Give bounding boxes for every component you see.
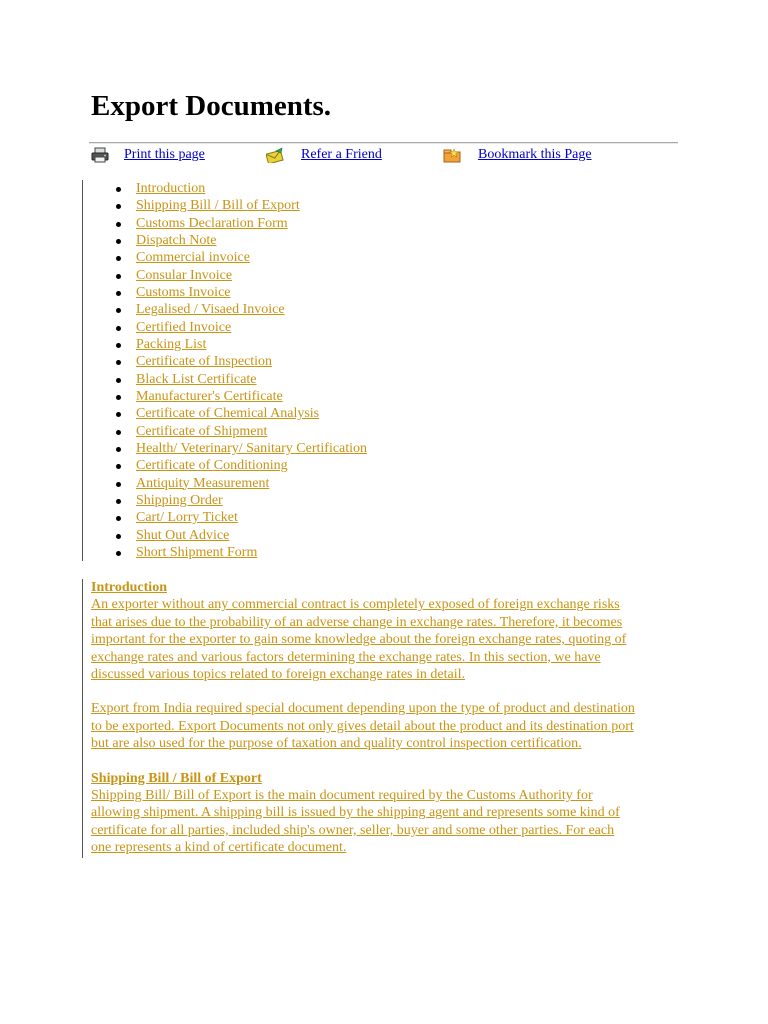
text-line: allowing shipment. A shipping bill is issued by the shipping agent and represents some kind of [91, 805, 620, 821]
refer-link[interactable]: Refer a Friend [301, 147, 382, 162]
toc-item[interactable] [136, 492, 367, 509]
content-border [82, 579, 83, 858]
text-line: An exporter without any commercial contract is completely exposed of foreign exchange risks [91, 597, 620, 613]
text-line: discussed various topics related to foreign exchange rates in detail. [91, 667, 465, 683]
toc-link-certificate-shipment[interactable]: Certificate of Shipment [136, 423, 268, 439]
toc-link-customs-invoice[interactable]: Customs Invoice [136, 284, 231, 300]
shipping-heading-link[interactable]: Shipping Bill / Bill of Export [91, 770, 262, 786]
toc-item[interactable] [136, 301, 367, 318]
toc-item[interactable] [136, 267, 367, 284]
toc-link-certified-invoice[interactable]: Certified Invoice [136, 319, 232, 335]
text-line: exchange rates and various factors determining the exchange rates. In this section, we have [91, 649, 601, 665]
toc-link-short-shipment[interactable]: Short Shipment Form [136, 544, 258, 560]
toc-item[interactable] [136, 336, 367, 353]
export-paragraph-link[interactable] [91, 700, 691, 752]
intro-paragraph-link[interactable] [91, 596, 691, 683]
bookmark-icon[interactable] [443, 147, 461, 163]
text-line: important for the exporter to gain some knowledge about the foreign exchange rates, quoting of [91, 632, 627, 648]
toc-link-antiquity-measurement[interactable]: Antiquity Measurement [136, 475, 270, 491]
toc-item[interactable] [136, 475, 367, 492]
text-line: that arises due to the probability of an adverse change in exchange rates. Therefore, it becomes [91, 614, 623, 630]
toc-item[interactable] [136, 284, 367, 301]
toc-link-chemical-analysis[interactable]: Certificate of Chemical Analysis [136, 406, 320, 422]
toc-link-health-certification[interactable]: Health/ Veterinary/ Sanitary Certification [136, 440, 368, 456]
toc-item[interactable] [136, 405, 367, 422]
toc-link-manufacturers-certificate[interactable]: Manufacturer's Certificate [136, 388, 283, 404]
toc-link-certificate-conditioning[interactable]: Certificate of Conditioning [136, 458, 288, 474]
text-line: Shipping Bill/ Bill of Export is the main document required by the Customs Authority for [91, 788, 593, 804]
toc-link-black-list[interactable]: Black List Certificate [136, 371, 257, 387]
envelope-icon[interactable] [266, 147, 284, 163]
printer-icon[interactable] [91, 147, 109, 163]
toc-item[interactable] [136, 457, 367, 474]
toc-link-packing-list[interactable]: Packing List [136, 336, 207, 352]
toc-item[interactable] [136, 353, 367, 370]
shipping-paragraph-link[interactable] [91, 787, 691, 857]
page-title: Export Documents. [91, 90, 332, 122]
toc-item[interactable] [136, 180, 367, 197]
toc-link-dispatch-note[interactable]: Dispatch Note [136, 232, 217, 248]
bookmark-link[interactable]: Bookmark this Page [478, 147, 592, 162]
toc-item[interactable] [136, 197, 367, 214]
toc-item[interactable] [136, 509, 367, 526]
toc-item[interactable] [136, 527, 367, 544]
print-tool[interactable] [91, 144, 205, 166]
content-area [91, 579, 691, 857]
page-toolbar [91, 144, 681, 166]
table-of-contents [136, 180, 367, 561]
toc-item[interactable] [136, 423, 367, 440]
text-line: Export from India required special document depending upon the type of product and destination [91, 701, 635, 717]
text-line: certificate for all parties, included ship's owner, seller, buyer and some other parties. For each [91, 822, 615, 838]
toc-item[interactable] [136, 440, 367, 457]
text-line: to be exported. Export Documents not only gives detail about the product and its destination port [91, 718, 634, 734]
toc-link-shipping-order[interactable]: Shipping Order [136, 492, 223, 508]
print-link[interactable]: Print this page [124, 147, 205, 162]
toc-link-legalised-invoice[interactable]: Legalised / Visaed Invoice [136, 302, 285, 318]
toc-link-certificate-inspection[interactable]: Certificate of Inspection [136, 354, 273, 370]
toc-link-consular-invoice[interactable]: Consular Invoice [136, 267, 233, 283]
toc-link-introduction[interactable]: Introduction [136, 181, 206, 196]
toc-item[interactable] [136, 249, 367, 266]
paragraph-gap [91, 753, 691, 770]
toc-link-lorry-ticket[interactable]: Cart/ Lorry Ticket [136, 510, 238, 526]
toc-item[interactable] [136, 371, 367, 388]
text-line: one represents a kind of certificate document. [91, 840, 347, 856]
toc-item[interactable] [136, 319, 367, 336]
toc-link-shipping-bill[interactable]: Shipping Bill / Bill of Export [136, 198, 300, 214]
toc-item[interactable] [136, 232, 367, 249]
text-line: but are also used for the purpose of taxation and quality control inspection certification. [91, 736, 582, 752]
toc-item[interactable] [136, 388, 367, 405]
paragraph-gap [91, 683, 691, 700]
refer-tool[interactable] [266, 144, 382, 166]
intro-heading-link[interactable]: Introduction [91, 580, 167, 595]
toc-item[interactable] [136, 215, 367, 232]
toc-link-customs-declaration[interactable]: Customs Declaration Form [136, 215, 288, 231]
toc-link-shut-out-advice[interactable]: Shut Out Advice [136, 527, 230, 543]
toc-link-commercial-invoice[interactable]: Commercial invoice [136, 250, 250, 266]
toc-item[interactable] [136, 544, 367, 561]
toc-border [82, 180, 83, 561]
bookmark-tool[interactable] [443, 144, 592, 166]
